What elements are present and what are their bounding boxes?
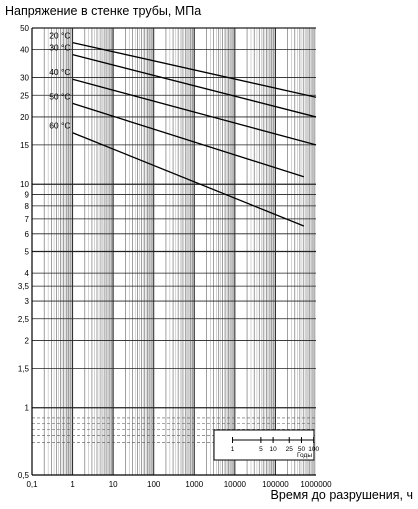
x-axis-title: Время до разрушения, ч — [270, 488, 413, 502]
y-tick-label: 8 — [24, 201, 29, 211]
y-tick-label: 9 — [24, 190, 29, 200]
x-tick-label: 1000000 — [300, 480, 332, 489]
y-tick-label: 50 — [20, 24, 29, 33]
years-tick-label: 10 — [269, 446, 277, 453]
y-tick-label: 20 — [20, 112, 29, 122]
y-axis-title: Напряжение в стенке трубы, МПа — [5, 4, 202, 18]
years-tick-label: 5 — [259, 446, 263, 453]
x-tick-label: 100000 — [262, 480, 289, 489]
y-tick-label: 7 — [24, 214, 29, 224]
y-tick-label: 30 — [20, 73, 29, 83]
years-tick-label: 1 — [230, 446, 235, 453]
y-tick-label: 3,5 — [17, 282, 29, 292]
years-label: Годы — [296, 452, 312, 459]
y-tick-label: 3 — [24, 297, 29, 307]
series-label: 50 °C — [49, 91, 71, 102]
x-tick-label: 1 — [70, 480, 75, 489]
series-label: 20 °C — [49, 30, 71, 41]
years-tick-label: 100 — [308, 446, 320, 453]
y-tick-label: 2 — [24, 336, 29, 346]
y-tick-label: 1 — [24, 403, 29, 413]
y-tick-label: 5 — [24, 247, 29, 257]
x-tick-label: 10000 — [223, 480, 246, 489]
y-tick-label: 15 — [20, 140, 29, 150]
grid — [32, 28, 316, 475]
y-tick-label: 25 — [20, 91, 29, 101]
x-tick-label: 1000 — [185, 480, 204, 489]
y-tick-label: 4 — [24, 269, 29, 279]
years-tick-label: 50 — [297, 446, 306, 453]
series-label: 30 °C — [49, 42, 71, 53]
x-tick-label: 10 — [108, 480, 118, 489]
series-label: 60 °C — [49, 120, 71, 131]
x-tick-label: 100 — [147, 480, 161, 489]
y-tick-label: 6 — [24, 229, 29, 239]
y-tick-label: 0,5 — [17, 471, 29, 480]
y-tick-label: 40 — [20, 45, 29, 55]
y-tick-label: 10 — [20, 180, 29, 190]
series-lines — [49, 31, 316, 226]
x-tick-label: 0,1 — [26, 480, 38, 489]
y-tick-label: 2,5 — [17, 314, 29, 324]
years-tick-label: 25 — [285, 446, 293, 453]
years-scale-box — [214, 430, 319, 460]
y-tick-label: 1,5 — [17, 364, 29, 374]
series-label: 40 °C — [49, 67, 71, 78]
